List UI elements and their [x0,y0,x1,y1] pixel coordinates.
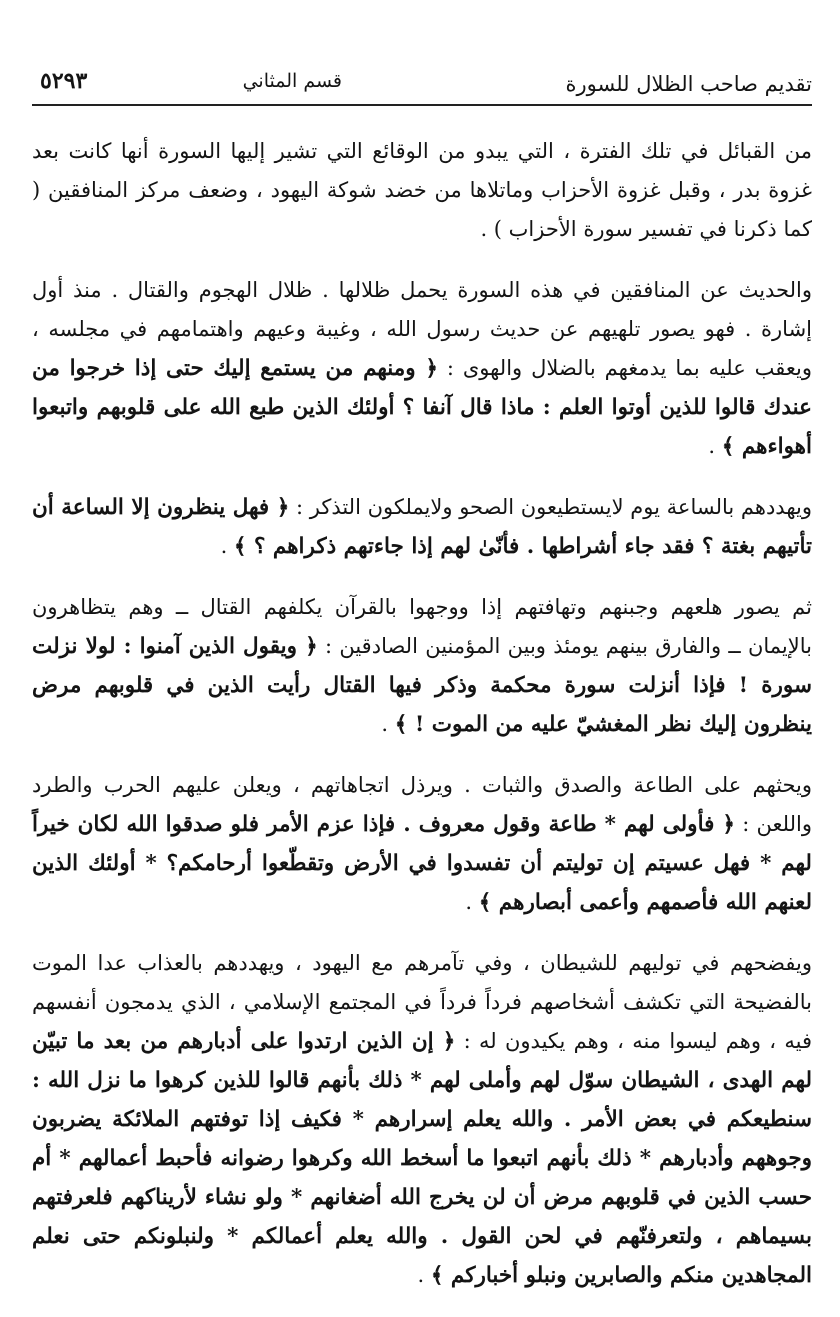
paragraph [32,132,812,249]
quran-quote: ﴿ فأولى لهم * طاعة وقول معروف . فإذا عزم الأمر فلو صدقوا الله لكان خيراً لهم * فهل عسيتم إن توليتم أن تفسدوا في الأرض وتقطّعوا أرحامكم؟ * أولئك الذين لعنهم الله فأصمهم وأعمى أبصارهم ﴾ [32,812,812,915]
paragraph-end: . [708,434,722,458]
paragraph-end: . [465,890,479,914]
quran-quote: ﴿ فهل ينظرون إلا الساعة أن تأتيهم بغتة ؟ فقد جاء أشراطها . فأنّىٰ لهم إذا جاءتهم ذكراهم ؟ ﴾ [32,495,812,559]
paragraph-end: . [417,1263,431,1287]
paragraph-end: . [220,534,234,558]
paragraph [32,271,812,466]
page-body [32,106,812,1295]
paragraph-text: ويهددهم بالساعة يوم لايستطيعون الصحو ولايملكون التذكر : [289,495,812,519]
paragraph-end: . [381,712,395,736]
quran-quote: ﴿ ويقول الذين آمنوا : لولا نزلت سورة ! فإذا أنزلت سورة محكمة وذكر فيها القتال رأيت الذين في قلوبهم مرض ينظرون إليك نظر المغشيّ عليه من الموت ! ﴾ [32,634,812,737]
paragraph [32,944,812,1295]
paragraph [32,488,812,566]
running-title: تقديم صاحب الظلال للسورة [565,72,812,96]
paragraph [32,766,812,922]
quran-quote: ﴿ إن الذين ارتدوا على أدبارهم من بعد ما تبيّن لهم الهدى ، الشيطان سوّل لهم وأملى لهم * ذلك بأنهم قالوا للذين كرهوا ما نزل الله : سنطيعكم في بعض الأمر . والله يعلم إسرارهم * فكيف إذا توفتهم الملائكة يضربون وجوههم وأدبارهم * ذلك بأنهم اتبعوا ما أسخط الله وكرهوا رضوانه فأحبط أعمالهم * أم حسب الذين في قلوبهم مرض أن لن يخرج الله أضغانهم * ولو نشاء لأريناكهم فلعرفتهم بسيماهم ، ولتعرفنّهم في لحن القول . والله يعلم أعمالكم * ولنبلونكم حتى نعلم المجاهدين منكم والصابرين ونبلو أخباركم ﴾ [32,1029,812,1288]
paragraph-text: من القبائل في تلك الفترة ، التي يبدو من الوقائع التي تشير إليها السورة أنها كانت بعد غزوة بدر ، وقبل غزوة الأحزاب وماتلاها من خضد شوكة اليهود ، وضعف مركز المنافقين ( كما ذكرنا في تفسير سورة الأحزاب ) . [32,139,812,241]
book-page [32,62,812,1317]
section-name: قسم المثاني [242,70,342,92]
paragraph-text: ويحثهم على الطاعة والصدق والثبات . ويرذل اتجاهاتهم ، ويعلن عليهم الحرب والطرد واللعن : [32,773,812,836]
paragraph-text: والحديث عن المنافقين في هذه السورة يحمل ظلالها . ظلال الهجوم والقتال . منذ أول إشارة . فهو يصور تلهيهم عن حديث رسول الله ، وغيبة وعيهم واهتمامهم في مجلسه ، ويعقب عليه بما يدمغهم بالضلال والهوى : [32,278,813,380]
page-header [32,62,812,106]
page-number: ٥٢٩٣ [40,68,88,94]
quran-quote: ﴿ ومنهم من يستمع إليك حتى إذا خرجوا من عندك قالوا للذين أوتوا العلم : ماذا قال آنفا ؟ أولئك الذين طبع الله على قلوبهم واتبعوا أهواءهم ﴾ [32,356,812,459]
paragraph [32,588,812,744]
paragraph-text: ثم يصور هلعهم وجبنهم وتهافتهم إذا ووجهوا بالقرآن يكلفهم القتال ــ وهم يتظاهرون بالإيمان ــ والفارق بينهم يومئذ وبين المؤمنين الصادقين : [32,595,812,658]
paragraph-text: ويفضحهم في توليهم للشيطان ، وفي تآمرهم مع اليهود ، ويهددهم بالعذاب عدا الموت بالفضيحة التي تكشف أشخاصهم فرداً فرداً في المجتمع الإسلامي ، الذي يدمجون أنفسهم فيه ، وهم ليسوا منه ، وهم يكيدون له : [32,951,812,1053]
